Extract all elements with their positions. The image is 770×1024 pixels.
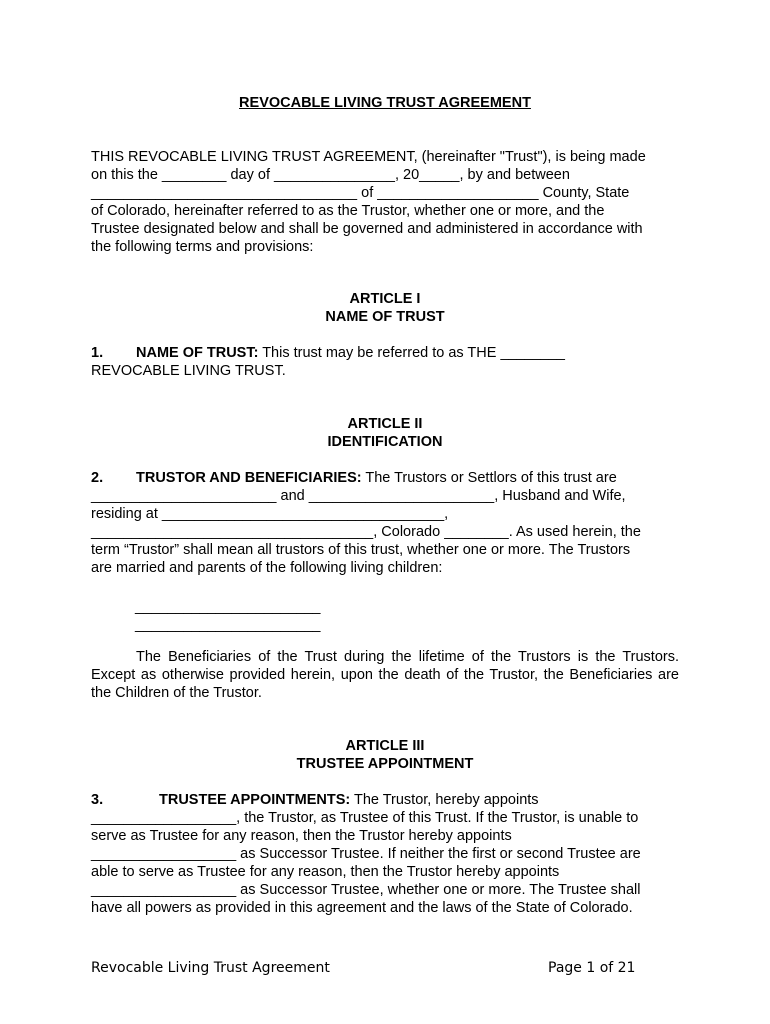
article-3-subheading: TRUSTEE APPOINTMENT — [296, 756, 474, 772]
section-2-line: _______________________ and _______________________, Husband and Wife, — [91, 488, 626, 504]
section-label: TRUSTEE APPOINTMENTS: — [159, 792, 351, 808]
article-1-subheading: NAME OF TRUST — [325, 309, 445, 325]
intro-line: on this the ________ day of _______________, 20_____, by and between — [91, 167, 570, 183]
section-2-line: residing at ___________________________________, — [91, 506, 449, 522]
section-2-line: are married and parents of the following living children: — [91, 560, 443, 576]
article-2-subheading: IDENTIFICATION — [327, 434, 443, 450]
section-number: 1. — [91, 345, 104, 361]
intro-line: _________________________________ of ____________________ County, State — [91, 185, 630, 201]
section-text: The Trustor, hereby appoints — [350, 792, 539, 808]
address-blank: ___________________________________, Colorado — [91, 524, 445, 540]
trust-name-blank: ________ — [500, 345, 565, 361]
section-label: TRUSTOR AND BENEFICIARIES: — [136, 470, 362, 486]
section-1 — [91, 344, 565, 362]
footer-title: Revocable Living Trust Agreement — [91, 960, 330, 976]
section-3-line: able to serve as Trustee for any reason, then the Trustor hereby appoints — [91, 864, 560, 880]
child-blank: _______________________ — [135, 599, 321, 615]
section-3-line: have all powers as provided in this agreement and the laws of the State of Colorado. — [91, 900, 633, 916]
section-number: 3. — [91, 792, 104, 808]
section-2-text: . As used herein, the — [508, 524, 641, 540]
article-2-heading: ARTICLE II — [347, 416, 423, 432]
intro-line: Trustee designated below and shall be governed and administered in accordance with — [91, 221, 643, 237]
beneficiaries-paragraph: The Beneficiaries of the Trust during the lifetime of the Trustors is the Trustors. Except as otherwise provided herein, upon the death of the Trustor, the Beneficiaries are the Children of the Trustor. — [91, 649, 679, 701]
section-2-colorado-line — [91, 523, 641, 541]
section-text: The Trustors or Settlors of this trust are — [361, 470, 617, 486]
section-2-line: term “Trustor” shall mean all trustors of this trust, whether one or more. The Trustors — [91, 542, 631, 558]
zip-blank: ________ — [444, 524, 509, 540]
section-2 — [91, 469, 617, 487]
intro-line: THIS REVOCABLE LIVING TRUST AGREEMENT, (hereinafter "Trust"), is being made — [91, 149, 646, 165]
intro-line: of Colorado, hereinafter referred to as the Trustor, whether one or more, and the — [91, 203, 605, 219]
section-label: NAME OF TRUST: — [136, 345, 259, 361]
section-text: This trust may be referred to as THE — [258, 345, 501, 361]
article-1-heading: ARTICLE I — [349, 291, 421, 307]
section-1-line2: REVOCABLE LIVING TRUST. — [91, 363, 286, 379]
section-3-line: serve as Trustee for any reason, then the Trustor hereby appoints — [91, 828, 512, 844]
page-number: Page 1 of 21 — [548, 960, 636, 976]
section-3-line: __________________ as Successor Trustee, whether one or more. The Trustee shall — [91, 882, 641, 898]
child-blank: _______________________ — [135, 617, 321, 633]
section-number: 2. — [91, 470, 104, 486]
article-3-heading: ARTICLE III — [345, 738, 425, 754]
intro-line: the following terms and provisions: — [91, 239, 314, 255]
document-title: REVOCABLE LIVING TRUST AGREEMENT — [239, 95, 531, 111]
section-3-line: __________________ as Successor Trustee. If neither the first or second Trustee are — [91, 846, 641, 862]
section-3 — [91, 791, 539, 809]
section-3-line: __________________, the Trustor, as Trustee of this Trust. If the Trustor, is unable to — [91, 810, 639, 826]
